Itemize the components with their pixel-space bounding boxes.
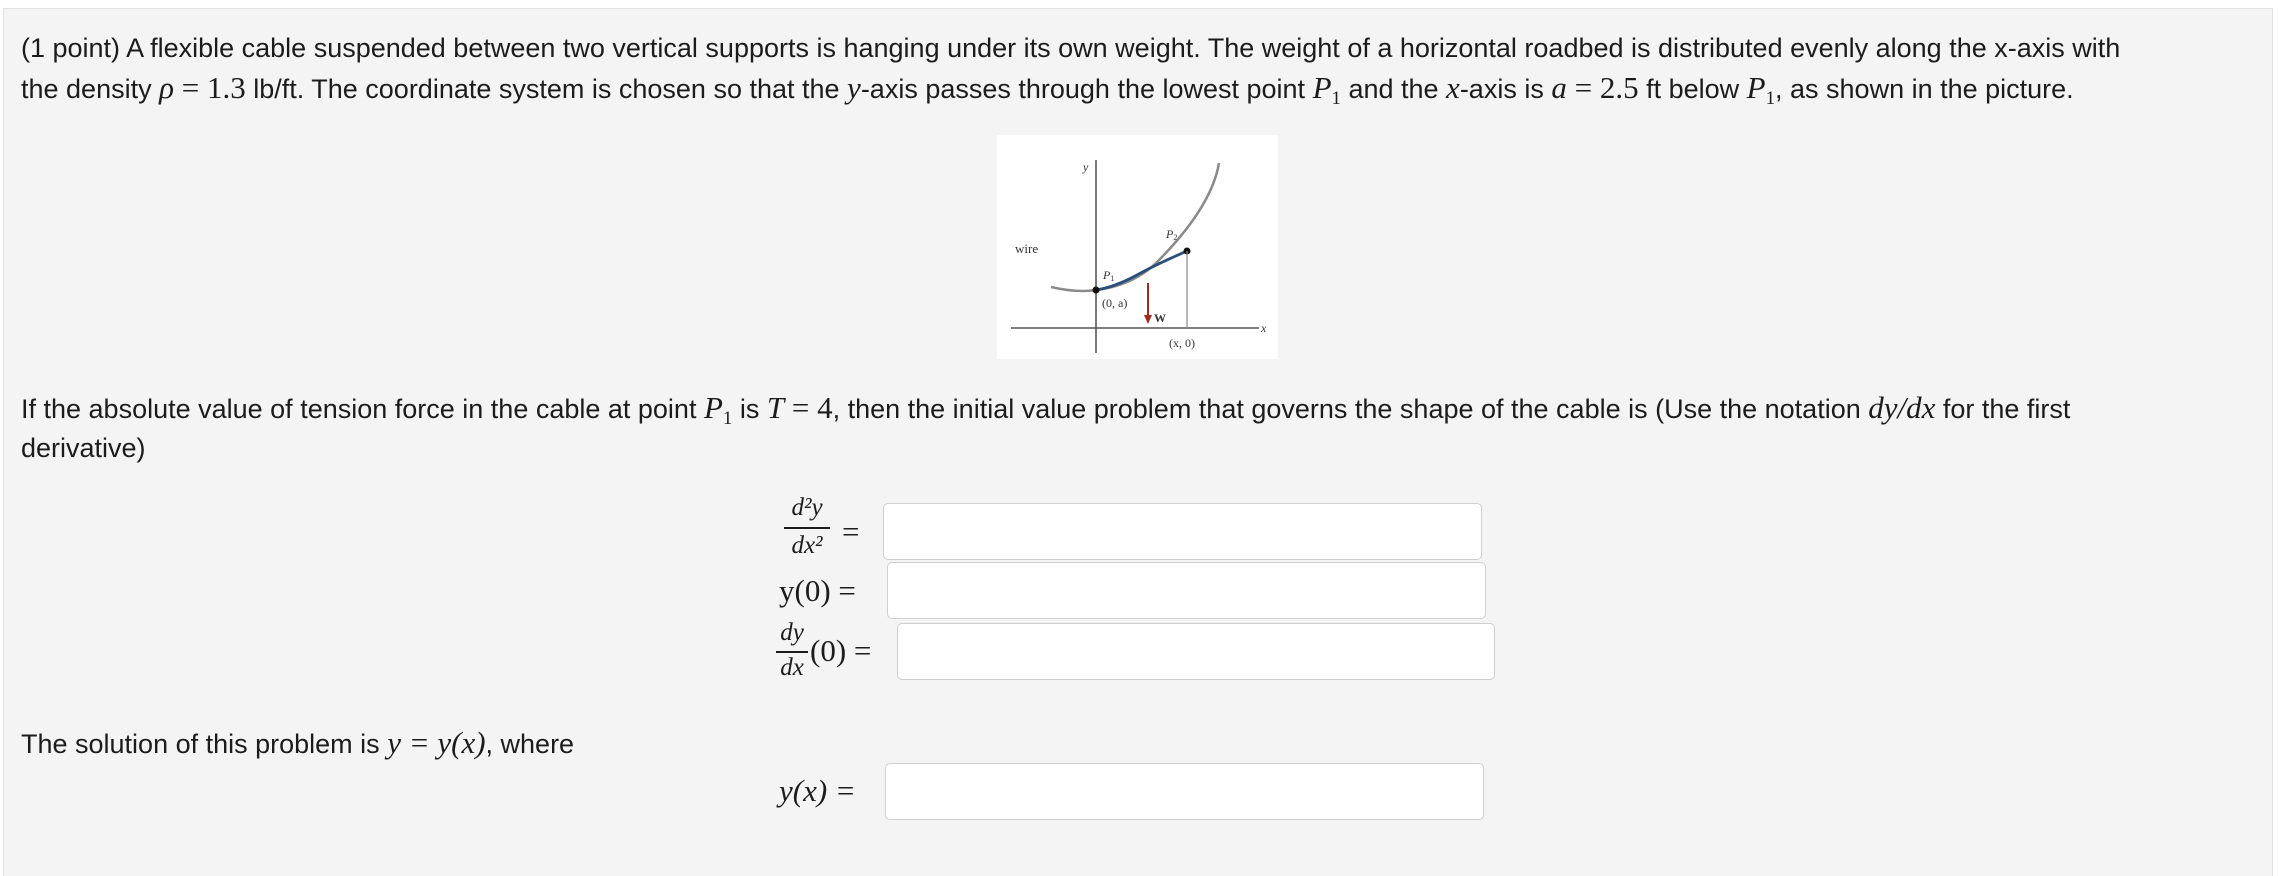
y0-input[interactable] (887, 562, 1486, 619)
cable-diagram (997, 135, 1278, 359)
wire-curve (1051, 163, 1219, 291)
problem-text: the density (21, 74, 160, 104)
weight-label: W (1154, 311, 1166, 325)
p1-symbol: P (703, 390, 723, 425)
x-symbol: x (1446, 70, 1460, 105)
solution-line (21, 723, 574, 764)
dy-numerator: dy (780, 619, 804, 646)
t-symbol: T (766, 390, 785, 425)
weight-arrowhead (1144, 315, 1152, 324)
x0-coordinate: (x, 0) (1169, 336, 1195, 350)
y0-label: y(0) = (779, 573, 856, 608)
yx-input[interactable] (885, 763, 1484, 820)
cable-figure (997, 135, 1278, 359)
tension-line-2 (21, 428, 146, 468)
d2y-equals: = (842, 514, 860, 549)
solution-function: y = y(x) (387, 725, 486, 760)
p1-subscript: 1 (1331, 88, 1341, 109)
problem-text: lb/ft. The coordinate system is chosen so that the (245, 74, 848, 104)
tension-value: 4 (817, 390, 833, 425)
p2-label: P2 (1166, 227, 1178, 242)
a-value: 2.5 (1599, 70, 1639, 105)
d2y-numerator: d²y (791, 494, 823, 521)
tension-text: for the first (1935, 394, 2071, 424)
problem-text: , as shown in the picture. (1775, 74, 2074, 104)
problem-text: and the (1340, 74, 1447, 104)
dy0-input[interactable] (897, 623, 1495, 680)
d2y-denominator: dx² (791, 532, 823, 559)
y-symbol: y (847, 70, 861, 105)
points-label: (1 point) (21, 33, 121, 63)
solution-text: , where (485, 729, 575, 759)
derivative-notation: dy/dx (1868, 390, 1936, 425)
dy-denominator: dx (780, 654, 804, 681)
p1-symbol: P (1746, 70, 1766, 105)
tension-text: , then the initial value problem that governs the shape of the cable is (Use the notation (832, 394, 1869, 424)
tension-text: If the absolute value of tension force in the cable at point (21, 394, 704, 424)
p1-point (1093, 287, 1100, 294)
p1-subscript: 1 (722, 408, 733, 429)
equals-sign: = (784, 390, 818, 425)
p1-subscript: 1 (1765, 88, 1776, 109)
a-symbol: a (1551, 70, 1567, 105)
equals-sign: = (1566, 70, 1600, 105)
equals-sign: = (173, 70, 207, 105)
x-axis-label: x (1261, 321, 1267, 335)
d2y-fraction-bar (784, 527, 830, 529)
y-axis-label: y (1083, 160, 1089, 174)
tension-text: derivative) (21, 433, 146, 463)
problem-line-1 (21, 28, 2120, 68)
problem-text: -axis passes through the lowest point (860, 74, 1313, 104)
yx-label: y(x) = (779, 773, 856, 808)
dy-fraction-bar (776, 651, 808, 653)
problem-text: -axis is (1459, 74, 1552, 104)
p1-symbol: P (1312, 70, 1332, 105)
dy0-tail: (0) = (810, 633, 872, 668)
p1-label: P1 (1103, 268, 1115, 283)
second-derivative-input[interactable] (883, 503, 1482, 560)
tension-text: is (732, 394, 767, 424)
wire-label: wire (1015, 241, 1039, 256)
solution-text: The solution of this problem is (21, 729, 388, 759)
problem-text-1: A flexible cable suspended between two vertical supports is hanging under its own weight. The weight of a horizontal roadbed is distributed evenly along the x-axis with (126, 33, 2121, 63)
density-value: 1.3 (206, 70, 246, 105)
problem-line-2 (21, 68, 2074, 119)
p1-coordinate: (0, a) (1102, 296, 1128, 310)
rho-symbol: ρ (159, 70, 174, 105)
tension-line-1 (21, 388, 2070, 439)
problem-text: ft below (1638, 74, 1747, 104)
